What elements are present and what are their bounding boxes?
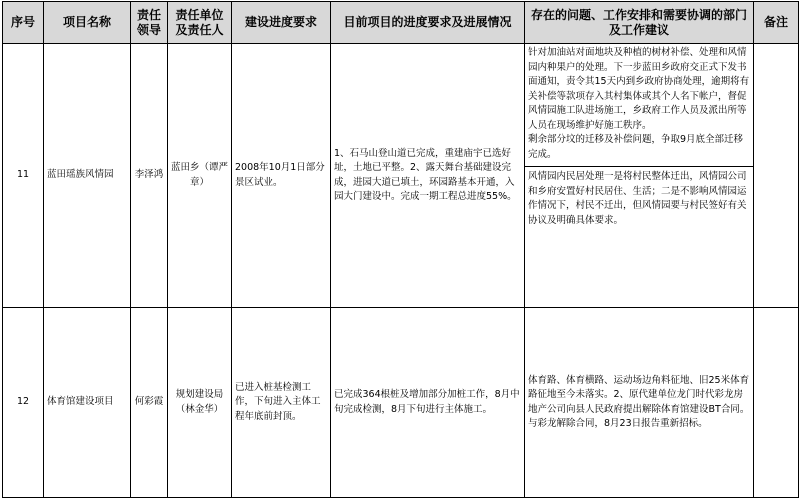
issue-divider xyxy=(525,166,753,167)
issue-text: 风情园内民居处理一是将村民整体迁出，风情园公司和乡府安置好村民居住、生活；二是不影响风情园运作情况下，村民不迁出，但风情园要与村民签好有关协议及明确具体要求。 xyxy=(528,171,747,226)
header-leader: 责任领导 xyxy=(131,2,168,44)
header-current-progress: 目前项目的进度要求及进展情况 xyxy=(331,2,525,44)
cell-leader: 何彩霞 xyxy=(131,308,168,498)
header-requirement: 建设进度要求 xyxy=(232,2,331,44)
cell-requirement: 已进入桩基检测工作，下旬进入主体工程年底前封顶。 xyxy=(232,308,331,498)
table-row xyxy=(3,308,799,498)
header-issues: 存在的问题、工作安排和需要协调的部门及工作建议 xyxy=(525,2,754,44)
cell-project-name: 体育馆建设项目 xyxy=(44,308,131,498)
cell-unit: 规划建设局（林金华） xyxy=(168,308,232,498)
header-project-name: 项目名称 xyxy=(44,2,131,44)
header-row xyxy=(3,2,799,44)
cell-leader: 李泽鸿 xyxy=(131,44,168,308)
cell-project-name: 蓝田瑶族风情园 xyxy=(44,44,131,308)
header-remarks: 备注 xyxy=(754,2,799,44)
cell-issues: 体育路、体育横路、运动场边角料征地、旧25米体育路征地至今未落实。2、原代建单位龙门时代彩龙房地产公司向县人民政府提出解除体育馆建设BT合同。与彩龙解除合同，8月23日报告重新招标。 xyxy=(525,308,754,498)
cell-issues xyxy=(525,44,754,308)
cell-requirement: 2008年10月1日部分景区试业。 xyxy=(232,44,331,308)
header-unit: 责任单位及责任人 xyxy=(168,2,232,44)
cell-unit: 蓝田乡（谭严章） xyxy=(168,44,232,308)
cell-seq: 11 xyxy=(3,44,44,308)
cell-remarks xyxy=(754,308,799,498)
table-row xyxy=(3,44,799,308)
cell-seq: 12 xyxy=(3,308,44,498)
header-seq: 序号 xyxy=(3,2,44,44)
cell-current-progress: 已完成364根桩及增加部分加桩工作，8月中旬完成检测，8月下旬进行主体施工。 xyxy=(331,308,525,498)
cell-current-progress: 1、石马山登山道已完成，重建庙宇已选好址，土地已平整。2、露天舞台基础建设完成，进园大道已填土，环园路基本开通，入园大门建设中。完成一期工程总进度55%。 xyxy=(331,44,525,308)
cell-remarks xyxy=(754,44,799,308)
issue-text: 剩余部分坟的迁移及补偿问题，争取9月底全部迁移完成。 xyxy=(528,134,744,160)
issue-text: 针对加油站对面地块及种植的树材补偿、处理和风情园内种果户的处理。下一步蓝田乡政府交正式下发书面通知，责令其15天内到乡政府协商处理，逾期将有关补偿等款项存入其村集体或其个人名下帐户，督促风情园施工队进场施工，乡政府工作人员及派出所等人员在现场维护好施工秩序。 xyxy=(528,47,750,131)
project-progress-table xyxy=(2,1,799,498)
